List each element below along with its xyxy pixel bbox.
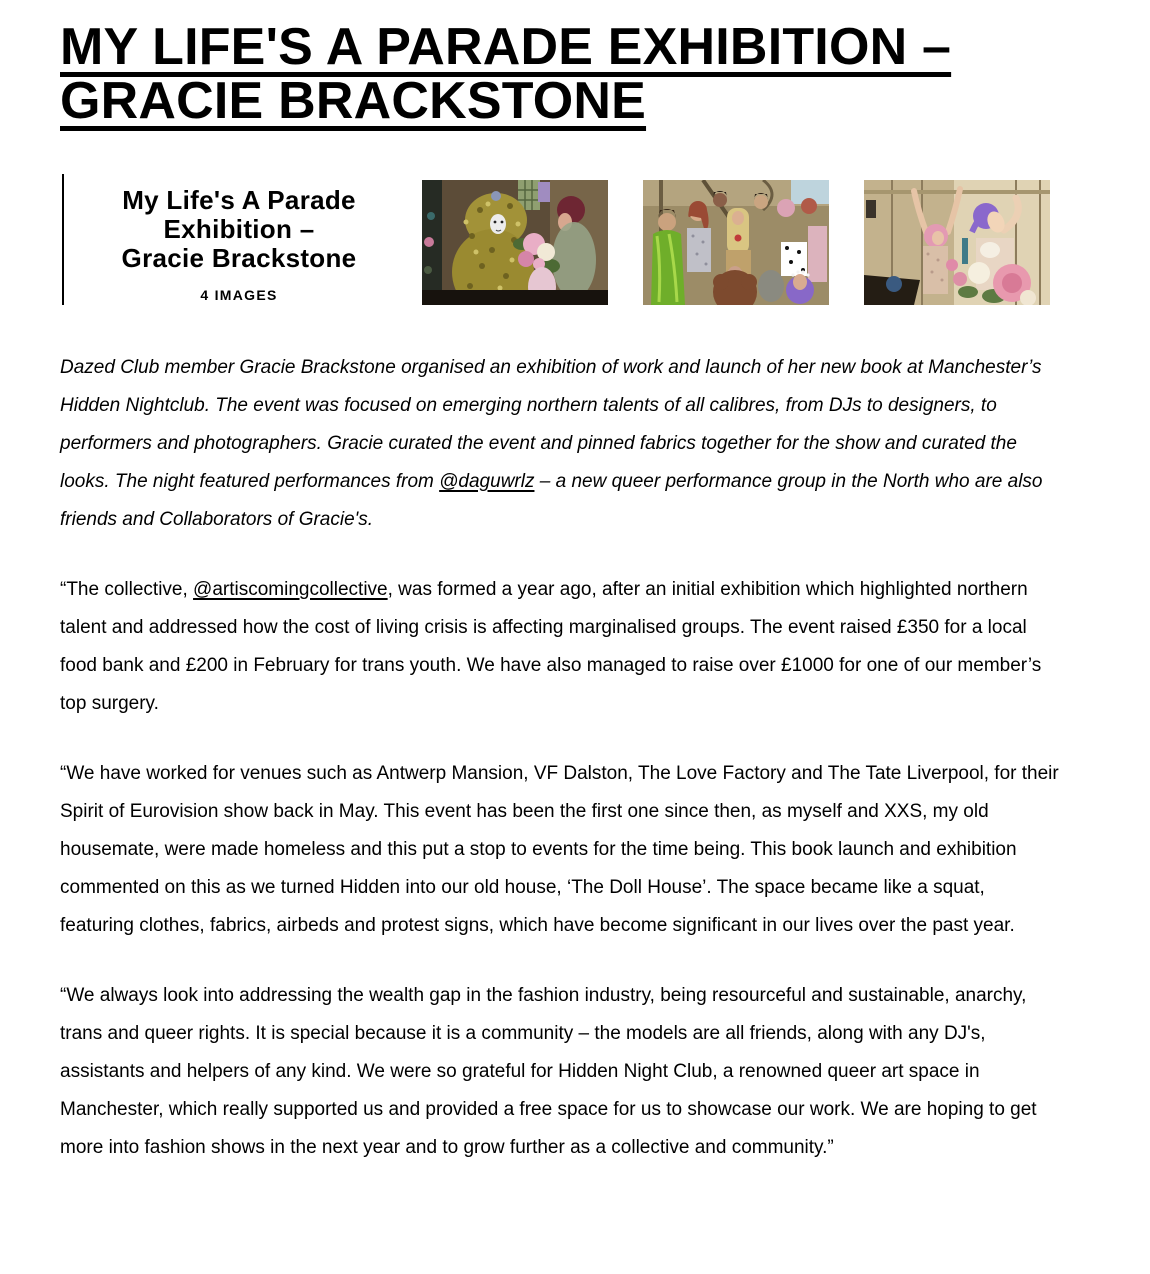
artiscomingcollective-link[interactable]: @artiscomingcollective <box>193 579 388 600</box>
gallery-caption-line: My Life's A Parade <box>122 185 356 215</box>
gallery-caption <box>62 174 414 305</box>
gallery-photo-3[interactable] <box>864 180 1050 305</box>
paragraph-text: “We have worked for venues such as Antwerp Mansion, VF Dalston, The Love Factory and The Tate Liverpool, for their Spirit of Eurovision show back in May. This event has been the first one since then, as myself and XXS, my old housemate, were made homeless and this put a stop to events for the time being. This book launch and exhibition commented on this as we turned Hidden into our old house, ‘The Doll House’. The space became like a squat, featuring clothes, fabrics, airbeds and protest signs, which have become significant in our lives over the past year. <box>60 763 1059 936</box>
gallery-photo-1[interactable] <box>422 180 608 305</box>
gallery-caption-line: Exhibition – <box>163 214 315 244</box>
page-title-line-2[interactable]: GRACIE BRACKSTONE <box>60 72 647 130</box>
photo-illustration-2 <box>643 180 829 305</box>
gallery-caption-title <box>88 186 390 273</box>
lede-text: Dazed Club member Gracie Brackstone organised an exhibition of work and launch of her new book at Manchester’s Hidden Nightclub. The event was focused on emerging northern talents of all calibres, from DJs to designers, to performers and photographers. Gracie curated the event and pinned fabrics together for the show and curated the looks. The night featured performances from <box>60 357 1042 492</box>
article-paragraph <box>60 571 1060 723</box>
article-paragraph <box>60 755 1060 945</box>
page-title-line-1[interactable]: MY LIFE'S A PARADE EXHIBITION – <box>60 18 952 76</box>
photo-illustration-3 <box>864 180 1050 305</box>
lede-text: – a new queer performance group in the North who are also friends and Collaborators of Gracie's. <box>60 471 1043 530</box>
gallery-image-count: 4 IMAGES <box>200 287 278 303</box>
article-body <box>60 349 1060 1167</box>
paragraph-text: “We always look into addressing the wealth gap in the fashion industry, being resourceful and sustainable, anarchy, trans and queer rights. It is special because it is a community – the models are all friends, along with any DJ's, assistants and helpers of any kind. We were so grateful for Hidden Night Club, a renowned queer art space in Manchester, which really supported us and provided a free space for us to showcase our work. We are hoping to get more into fashion shows in the next year and to grow further as a collective and community.” <box>60 985 1037 1158</box>
gallery-photo-2[interactable] <box>643 180 829 305</box>
image-gallery <box>62 174 1090 305</box>
gallery-thumbnails <box>422 174 1050 305</box>
photo-illustration-1 <box>422 180 608 305</box>
paragraph-text: , was formed a year ago, after an initial exhibition which highlighted northern talent and addressed how the cost of living crisis is affecting marginalised groups. The event raised £350 for a local food bank and £200 in February for trans youth. We have also managed to raise over £1000 for one of our member’s top surgery. <box>60 579 1042 714</box>
paragraph-text: “The collective, <box>60 579 194 600</box>
article-lede <box>60 349 1060 539</box>
gallery-caption-line: Gracie Brackstone <box>121 243 357 273</box>
page-title <box>60 20 1090 128</box>
article-paragraph <box>60 977 1060 1167</box>
daguwrlz-link[interactable]: @daguwrlz <box>439 471 535 492</box>
